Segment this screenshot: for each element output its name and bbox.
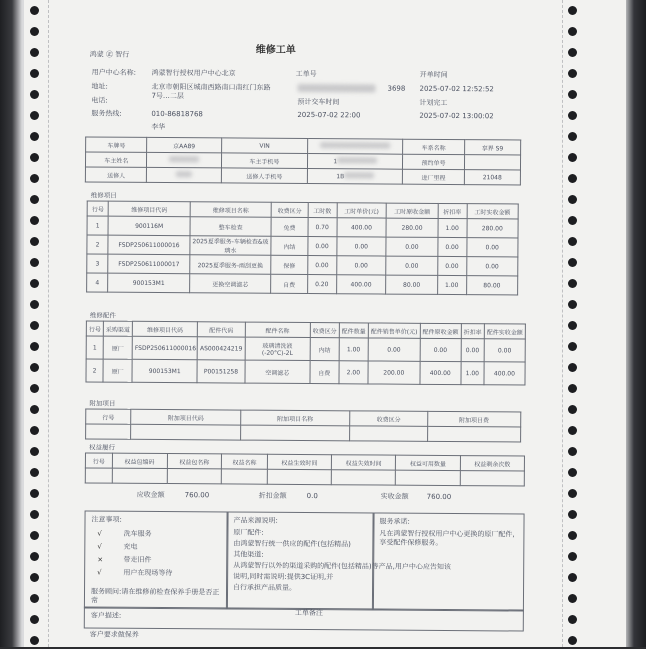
table-cell: 2025夏季服务-车辆检查&玻璃水 — [190, 236, 272, 256]
table-cell: 原厂 — [103, 359, 132, 382]
table-cell — [396, 470, 460, 485]
vehicle-label: 车牌号 — [86, 137, 148, 152]
table-cell: 0.00 — [420, 338, 461, 361]
column-header: 权益名称 — [222, 454, 268, 469]
note-item — [97, 530, 151, 539]
table-cell: 0.00 — [386, 237, 438, 256]
table-cell: 3 — [87, 254, 108, 273]
feed-hole — [568, 90, 577, 99]
address-label: 地址: — [91, 82, 108, 91]
feed-hole — [568, 237, 577, 246]
vin-redacted — [308, 139, 403, 155]
note-label: 用户在现场等待 — [121, 568, 173, 578]
feed-hole — [568, 636, 577, 645]
feed-hole — [568, 27, 577, 36]
feed-hole — [30, 510, 39, 519]
vehicle-label: 车系名称 — [403, 139, 465, 154]
right-perforation — [562, 0, 564, 647]
table-cell: FSDP250611000017 — [108, 254, 190, 274]
note-label: 带走旧件 — [121, 555, 152, 564]
service-promise-box — [372, 512, 525, 611]
feed-hole — [30, 447, 39, 456]
center-name-value: 鸿蒙智行授权用户中心北京 — [151, 68, 236, 78]
plate-value: 京AA89 — [147, 137, 221, 153]
sender-phone-value: 1B — [308, 169, 403, 185]
table-cell — [112, 468, 167, 483]
feed-hole — [568, 300, 577, 309]
repair-parts-table — [85, 320, 525, 385]
table-cell: 400.00 — [336, 275, 386, 294]
feed-hole — [30, 132, 39, 141]
table-cell: 0.00 — [368, 338, 420, 361]
notes-footer: 服务顾问:请在维修前检查保养手册是否正常 — [90, 587, 220, 605]
owner-name-redacted — [147, 152, 221, 168]
feed-hole — [568, 111, 577, 120]
extra-items-table — [85, 408, 521, 442]
column-header: 权益生效时间 — [267, 454, 331, 469]
column-header: 工时数 — [308, 203, 337, 218]
table-cell: 整车检查 — [190, 217, 272, 237]
column-header: 收费区分 — [310, 323, 339, 338]
parts-info-line: 说明,同时需说明:提供3C证明,并 — [233, 572, 334, 582]
service-promise-text: 凡在鸿蒙智行授权用户中心更换的原厂配件,享受配件保修服务。 — [379, 529, 515, 547]
table-cell: 80.00 — [386, 275, 438, 294]
column-header: 行号 — [86, 409, 131, 424]
table-cell: 0.00 — [438, 237, 467, 256]
feed-hole — [568, 195, 577, 204]
table-cell: 玻璃清洗液(-20°C)-2L — [245, 337, 310, 360]
table-cell: 280.00 — [386, 218, 438, 237]
feed-hole — [568, 48, 577, 57]
right-tractor-holes — [568, 0, 582, 647]
feed-hole — [568, 384, 577, 393]
feed-hole — [568, 279, 577, 288]
feed-hole — [30, 48, 39, 57]
table-cell: 400.00 — [420, 361, 461, 384]
table-row — [87, 273, 518, 295]
feed-hole — [30, 363, 39, 372]
table-cell: 200.00 — [368, 361, 420, 384]
repair-order-sheet — [44, 20, 562, 649]
phone-label: 电话: — [91, 96, 108, 105]
discount-value: 0.0 — [306, 492, 318, 501]
cross-mark-icon: × — [97, 555, 104, 564]
feed-hole — [568, 258, 577, 267]
phone-value: 010-86818768 — [151, 109, 203, 119]
feed-hole — [30, 342, 39, 351]
feed-hole — [568, 489, 577, 498]
feed-hole — [30, 489, 39, 498]
notes-title: 注意事项: — [91, 515, 122, 524]
column-header: 行号 — [86, 321, 103, 336]
table-cell — [350, 426, 427, 442]
table-cell — [222, 469, 268, 484]
check-in-label: 预计交车时间 — [297, 97, 340, 107]
feed-hole — [30, 195, 39, 204]
column-header: 维修项目代码 — [132, 321, 197, 336]
table-cell: 2 — [86, 359, 103, 382]
actual-value: 760.00 — [426, 492, 452, 502]
column-header: 权益包编码 — [112, 453, 167, 468]
table-cell — [86, 424, 131, 439]
column-header: 配件实收金额 — [484, 324, 525, 339]
order-remark-label: 工单备注 — [294, 608, 323, 618]
parts-source-title: 产品来源说明: — [233, 516, 278, 525]
table-cell: 0.00 — [308, 237, 337, 256]
feed-hole — [30, 279, 39, 288]
discount-label: 折扣金额 — [258, 491, 287, 500]
vehicle-label: 送修人 — [85, 167, 147, 182]
table-cell: 1.00 — [339, 338, 368, 361]
table-cell: 自费 — [310, 361, 339, 384]
receivable-value: 760.00 — [184, 491, 210, 500]
feed-hole — [568, 405, 577, 414]
feed-hole — [30, 594, 39, 603]
table-cell — [460, 471, 524, 486]
table-cell: 0.00 — [484, 339, 525, 362]
note-item — [97, 543, 137, 552]
brand-logo: 鸿蒙 ㊣ 智行 — [89, 50, 130, 59]
column-header: 采购渠道 — [103, 321, 132, 336]
order-time-value: 2025-07-02 12:52:52 — [419, 84, 494, 94]
table-cell: 0.00 — [336, 256, 386, 275]
table-cell: 0.70 — [308, 218, 337, 237]
order-no-suffix: 3698 — [387, 84, 406, 93]
service-promise-title: 服务承诺: — [379, 517, 410, 526]
feed-hole — [30, 237, 39, 246]
table-cell: 0.00 — [307, 256, 336, 275]
table-cell — [167, 469, 222, 484]
feed-hole — [568, 174, 577, 183]
table-cell: 0.00 — [466, 257, 518, 276]
feed-hole — [30, 258, 39, 267]
feed-hole — [30, 636, 39, 645]
table-cell: 2025夏季服务-雨刮更换 — [190, 255, 272, 275]
left-tractor-holes — [30, 0, 44, 647]
check-in-value: 2025-07-02 22:00 — [297, 110, 361, 120]
table-cell: 自费 — [271, 274, 308, 293]
table-cell: 原厂 — [103, 336, 132, 359]
feed-hole — [30, 6, 39, 15]
feed-hole — [30, 384, 39, 393]
column-header: 附加项目费 — [427, 411, 521, 427]
feed-hole — [568, 510, 577, 519]
table-cell: 1.00 — [438, 218, 467, 237]
table-cell — [85, 468, 112, 483]
table-cell: 更换空调滤芯 — [189, 274, 271, 294]
feed-hole — [568, 594, 577, 603]
expected-label: 计划完工 — [419, 98, 448, 107]
feed-hole — [30, 573, 39, 582]
note-label: 洗车服务 — [121, 529, 152, 538]
table-cell — [240, 425, 350, 441]
table-cell: 900153M1 — [132, 359, 197, 382]
column-header: 收费区分 — [350, 411, 427, 427]
table-cell: 4 — [87, 273, 108, 292]
feed-hole — [30, 90, 39, 99]
receivable-label: 应收金额 — [136, 490, 165, 500]
vehicle-label: 进厂里程 — [403, 169, 465, 184]
column-header: 行号 — [87, 201, 108, 216]
feed-hole — [30, 552, 39, 561]
table-cell: 免费 — [271, 217, 308, 236]
table-row — [86, 359, 525, 385]
feed-hole — [30, 321, 39, 330]
feed-hole — [568, 531, 577, 540]
column-header: 附加项目名称 — [240, 410, 350, 426]
table-cell: 900153M1 — [108, 273, 190, 293]
table-cell: 1 — [87, 216, 108, 235]
column-header: 权益包名称 — [167, 454, 222, 469]
feed-hole — [30, 468, 39, 477]
table-cell: 0.00 — [466, 238, 518, 257]
parts-info-line: 自行承担产品质量。 — [233, 583, 297, 592]
vehicle-label: VIN — [221, 138, 308, 154]
parts-info-line: 由鸿蒙智行统一供应的配件(包括精品) — [233, 539, 351, 549]
equity-section-title: 权益履行 — [88, 443, 116, 452]
table-cell: 1.00 — [437, 275, 466, 294]
vehicle-label: 车主手机号 — [221, 153, 308, 169]
feed-hole — [568, 552, 577, 561]
parts-info-line: 原厂配件: — [233, 528, 264, 537]
table-cell: 900116M — [108, 216, 190, 236]
feed-hole — [568, 468, 577, 477]
extra-section-title: 附加项目 — [89, 399, 116, 408]
table-cell: 80.00 — [466, 276, 518, 295]
table-row — [86, 424, 521, 442]
check-mark-icon: √ — [97, 568, 102, 577]
table-cell: AS000424219 — [197, 337, 245, 360]
feed-hole — [30, 174, 39, 183]
table-row — [86, 336, 525, 362]
column-header: 配件数量 — [339, 323, 368, 338]
equity-table — [85, 452, 525, 486]
table-cell — [427, 426, 521, 442]
feed-hole — [30, 615, 39, 624]
booking-no-value — [464, 155, 520, 170]
remarks-row — [84, 606, 524, 631]
column-header: 附加项目代码 — [131, 409, 241, 425]
table-cell: 0.00 — [336, 237, 386, 256]
table-cell — [331, 470, 395, 485]
feed-hole — [568, 6, 577, 15]
column-header: 工时单价(元) — [337, 203, 387, 218]
feed-hole — [30, 426, 39, 435]
parts-info-line: 从鸿蒙智行以外的渠道采购的配件(包括精品)等产品,用户中心应告知该 — [233, 561, 451, 572]
check-mark-icon: √ — [97, 542, 102, 551]
table-cell: 2.00 — [339, 361, 368, 384]
table-cell: P00151258 — [197, 360, 245, 383]
series-value: 享界 S9 — [464, 140, 520, 155]
table-cell: 保修 — [271, 255, 308, 274]
order-no-redaction — [298, 84, 376, 93]
note-item — [97, 556, 151, 565]
column-header: 配件原收金额 — [420, 323, 461, 338]
center-name-label: 用户中心名称: — [91, 68, 137, 77]
feed-hole — [568, 426, 577, 435]
table-cell: 内结 — [310, 338, 339, 361]
address-value: 北京市朝阳区城南西路南口南红门东路7号…二层 — [151, 82, 271, 101]
vehicle-label: 预约单号 — [403, 154, 465, 169]
table-cell: 1.00 — [461, 362, 484, 385]
feed-hole — [30, 300, 39, 309]
hotline-label: 服务热线: — [91, 109, 122, 118]
items-section-title: 维修项目 — [90, 191, 117, 200]
feed-hole — [568, 615, 577, 624]
vehicle-info-table — [85, 136, 521, 185]
parts-section-title: 维修配件 — [89, 311, 116, 320]
mileage-value: 21048 — [464, 170, 520, 185]
note-label: 充电 — [121, 542, 138, 551]
column-header: 配件代码 — [198, 322, 245, 337]
table-cell: 400.00 — [337, 218, 387, 237]
feed-hole — [568, 363, 577, 372]
vehicle-label: 车主姓名 — [85, 152, 147, 167]
sender-name-redacted — [147, 167, 221, 183]
column-header: 配件名称 — [245, 322, 310, 337]
table-cell: 0.00 — [437, 256, 466, 275]
column-header: 折扣率 — [438, 203, 467, 218]
table-cell: FSDP250611000016 — [108, 235, 190, 255]
feed-hole — [568, 216, 577, 225]
repair-items-table — [86, 200, 519, 295]
table-cell: 0.00 — [461, 339, 484, 362]
check-mark-icon: √ — [97, 529, 102, 538]
column-header: 行号 — [85, 453, 112, 468]
column-header: 折扣率 — [461, 324, 484, 339]
table-cell: 0.00 — [386, 256, 438, 275]
page-title: 维修工单 — [255, 44, 296, 56]
extra-note: 李华 — [151, 122, 166, 132]
customer-desc-label: 客户描述: — [90, 611, 122, 620]
customer-request: 客户要求做保养 — [89, 630, 139, 639]
table-cell: 280.00 — [467, 219, 519, 238]
feed-hole — [568, 69, 577, 78]
column-header: 维修项目代码 — [108, 201, 190, 217]
feed-hole — [30, 531, 39, 540]
column-header: 维修项目名称 — [190, 202, 272, 218]
table-cell — [131, 424, 241, 440]
feed-hole — [30, 27, 39, 36]
table-cell — [267, 469, 331, 484]
feed-hole — [30, 69, 39, 78]
owner-phone-value: 1 — [308, 154, 403, 170]
expected-value: 2025-07-02 13:00:02 — [419, 111, 494, 121]
feed-hole — [30, 405, 39, 414]
note-item — [97, 569, 172, 579]
order-time-label: 开单时间 — [419, 70, 448, 79]
table-cell: 0.20 — [307, 275, 336, 294]
table-cell: 空调滤芯 — [245, 360, 310, 383]
feed-hole — [30, 216, 39, 225]
parts-info-line: 其他渠道: — [233, 550, 264, 559]
feed-hole — [568, 153, 577, 162]
column-header: 配件销售单价(元) — [368, 323, 420, 338]
feed-hole — [568, 573, 577, 582]
column-header: 权益剩余次数 — [460, 456, 524, 471]
table-cell: FSDP250611000016 — [132, 336, 197, 359]
column-header: 权益可用数量 — [396, 455, 460, 470]
actual-label: 实收金额 — [380, 492, 409, 501]
column-header: 权益失效时间 — [332, 455, 396, 470]
table-row — [85, 468, 524, 486]
table-cell: 2 — [87, 235, 108, 254]
feed-hole — [30, 111, 39, 120]
table-cell: 内结 — [271, 236, 308, 255]
column-header: 工时实收金额 — [467, 204, 519, 219]
feed-hole — [568, 342, 577, 351]
feed-hole — [568, 132, 577, 141]
table-cell: 1 — [86, 336, 103, 359]
table-cell: 400.00 — [484, 362, 525, 385]
order-no-label: 工单号 — [295, 69, 317, 79]
vehicle-label: 送修人手机号 — [221, 168, 308, 184]
column-header: 收费区分 — [271, 202, 307, 217]
feed-hole — [568, 321, 577, 330]
notes-box — [84, 510, 229, 609]
feed-hole — [568, 447, 577, 456]
feed-hole — [30, 153, 39, 162]
column-header: 工时原收金额 — [386, 203, 438, 218]
